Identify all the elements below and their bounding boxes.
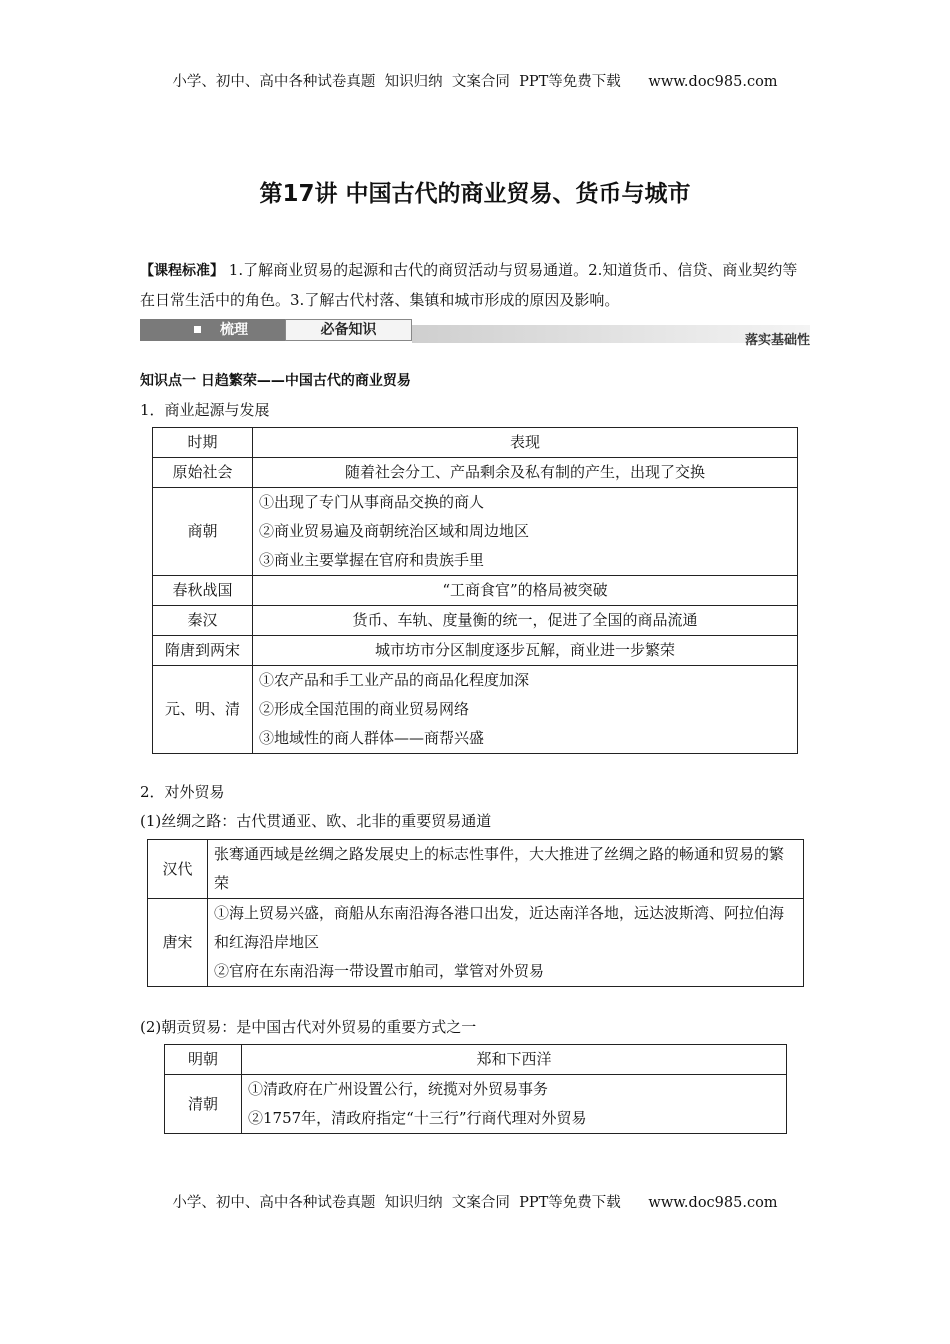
period-cell: 汉代 xyxy=(148,840,208,899)
table-row xyxy=(153,488,798,576)
content-cell: 随着社会分工、产品剩余及私有制的产生，出现了交换 xyxy=(253,458,798,488)
course-standard xyxy=(140,256,810,315)
table-row xyxy=(153,576,798,606)
content-cell xyxy=(208,899,804,987)
content-cell xyxy=(253,488,798,576)
period-cell: 元、明、清 xyxy=(153,666,253,754)
header-cell-period: 时期 xyxy=(153,428,253,458)
period-cell: 唐宋 xyxy=(148,899,208,987)
period-cell: 秦汉 xyxy=(153,606,253,636)
period-cell: 原始社会 xyxy=(153,458,253,488)
content-cell: 郑和下西洋 xyxy=(242,1045,787,1075)
banner-left-label: 梳理 xyxy=(220,322,248,338)
content-cell xyxy=(253,666,798,754)
square-bullet-icon xyxy=(194,326,201,333)
banner-left xyxy=(140,319,285,341)
header-cell-performance: 表现 xyxy=(253,428,798,458)
period-cell: 隋唐到两宋 xyxy=(153,636,253,666)
table-row xyxy=(153,458,798,488)
knowledge-point-heading: 知识点一 日趋繁荣——中国古代的商业贸易 xyxy=(140,373,411,389)
page-footer: 小学、初中、高中各种试卷真题 知识归纳 文案合同 PPT等免费下载 www.doc985.com xyxy=(172,1195,778,1211)
table-row xyxy=(165,1075,787,1134)
content-cell: “工商食官”的格局被突破 xyxy=(253,576,798,606)
table-row xyxy=(153,636,798,666)
table-row xyxy=(165,1045,787,1075)
period-cell: 清朝 xyxy=(165,1075,242,1134)
table-row xyxy=(148,899,804,987)
banner-mid-label: 必备知识 xyxy=(285,319,412,341)
subheading-commerce-origin: 1．商业起源与发展 xyxy=(140,401,270,419)
period-cell: 商朝 xyxy=(153,488,253,576)
content-cell xyxy=(242,1075,787,1134)
content-line: ②1757年，清政府指定“十三行”行商代理对外贸易 xyxy=(248,1109,587,1127)
period-cell: 春秋战国 xyxy=(153,576,253,606)
table-row xyxy=(153,606,798,636)
subheading-tribute-trade: (2)朝贡贸易：是中国古代对外贸易的重要方式之一 xyxy=(140,1018,477,1036)
table-header-row xyxy=(153,428,798,458)
content-line: ③商业主要掌握在官府和贵族手里 xyxy=(259,551,485,569)
content-line: ①农产品和手工业产品的商品化程度加深 xyxy=(259,671,530,689)
content-cell: 货币、车轨、度量衡的统一，促进了全国的商品流通 xyxy=(253,606,798,636)
table-row xyxy=(153,666,798,754)
tribute-trade-table xyxy=(164,1044,787,1134)
page-header: 小学、初中、高中各种试卷真题 知识归纳 文案合同 PPT等免费下载 www.doc985.com xyxy=(172,74,778,90)
content-cell: 城市坊市分区制度逐步瓦解，商业进一步繁荣 xyxy=(253,636,798,666)
course-standard-label: 【课程标准】 xyxy=(140,263,224,279)
course-standard-text: 1.了解商业贸易的起源和古代的商贸活动与贸易通道。2.知道货币、信贷、商业契约等在日常生活中的角色。3.了解古代村落、集镇和城市形成的原因及影响。 xyxy=(140,261,798,309)
table-row xyxy=(148,840,804,899)
period-cell: 明朝 xyxy=(165,1045,242,1075)
content-line: ①海上贸易兴盛，商船从东南沿海各港口出发，近达南洋各地，远达波斯湾、阿拉伯海和红海沿岸地区 xyxy=(214,904,785,951)
content-line: ①清政府在广州设置公行，统揽对外贸易事务 xyxy=(248,1080,549,1098)
content-line: ②官府在东南沿海一带设置市舶司，掌管对外贸易 xyxy=(214,962,545,980)
content-line: ②形成全国范围的商业贸易网络 xyxy=(259,700,470,718)
page-title: 第17讲 中国古代的商业贸易、货币与城市 xyxy=(259,181,691,207)
content-line: ③地域性的商人群体——商帮兴盛 xyxy=(259,729,485,747)
subheading-foreign-trade: 2．对外贸易 xyxy=(140,783,225,801)
content-cell: 张骞通西域是丝绸之路发展史上的标志性事件，大大推进了丝绸之路的畅通和贸易的繁荣 xyxy=(208,840,804,899)
content-line: ②商业贸易遍及商朝统治区域和周边地区 xyxy=(259,522,530,540)
content-line: ①出现了专门从事商品交换的商人 xyxy=(259,493,485,511)
banner-right-label: 落实基础性 xyxy=(744,333,810,348)
commerce-development-table xyxy=(152,427,798,754)
silk-road-table xyxy=(147,839,804,987)
section-banner xyxy=(140,319,810,347)
subheading-silk-road: (1)丝绸之路：古代贯通亚、欧、北非的重要贸易通道 xyxy=(140,812,492,830)
